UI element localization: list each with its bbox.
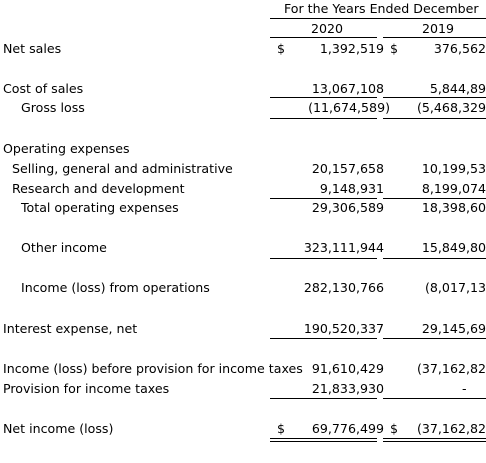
interest-2019: 29,145,69 [421,321,486,336]
header-rule-2020 [270,37,377,38]
cost-of-sales-2020: 13,067,108 [311,81,384,96]
row-label-rnd: Research and development [12,181,185,196]
double-rule-2019 [383,441,486,442]
rnd-2020: 9,148,931 [319,181,384,196]
header-rule-2019 [383,37,486,38]
row-label-gross-loss: Gross loss [21,100,85,115]
currency-symbol-2020: $ [277,421,286,436]
net-sales-2020: 1,392,519 [319,41,384,56]
header-rule [270,18,486,19]
other-income-2020: 323,111,944 [303,240,384,255]
row-label-cost-of-sales: Cost of sales [3,81,84,96]
row-label-interest-expense: Interest expense, net [3,321,138,336]
rnd-2019: 8,199,074 [421,181,486,196]
currency-symbol-2019: $ [390,41,399,56]
period-header: For the Years Ended December [284,1,479,16]
row-label-sga: Selling, general and administrative [12,161,233,176]
column-header-2019: 2019 [422,21,455,36]
rule-2020 [270,118,377,119]
net-income-2020: 69,776,499 [311,421,384,436]
provision-2020: 21,833,930 [311,381,384,396]
row-label-net-sales: Net sales [3,41,62,56]
double-rule-2019 [383,438,486,439]
currency-symbol-2019: $ [390,421,399,436]
net-income-2019: (37,162,82 [416,421,486,436]
pretax-2020: 91,610,429 [311,361,384,376]
rule-2019 [383,338,486,339]
row-label-income-before-tax: Income (loss) before provision for income taxes [3,361,303,376]
rule-2020 [270,258,377,259]
total-opex-2019: 18,398,60 [421,200,486,215]
row-label-provision-taxes: Provision for income taxes [3,381,170,396]
pretax-2019: (37,162,82 [416,361,486,376]
net-sales-2019: 376,562 [433,41,486,56]
gross-loss-2019: (5,468,329 [416,100,486,115]
column-header-2020: 2020 [311,21,344,36]
double-rule-2020 [270,438,377,439]
sga-2020: 20,157,658 [311,161,384,176]
rule-2020 [270,198,377,199]
rule-2020 [270,398,377,399]
double-rule-2020 [270,441,377,442]
rule-2019 [383,258,486,259]
total-opex-2020: 29,306,589 [311,200,384,215]
gross-loss-2020: (11,674,589) [308,100,390,115]
income-ops-2020: 282,130,766 [303,280,384,295]
sga-2019: 10,199,53 [421,161,486,176]
other-income-2019: 15,849,80 [421,240,486,255]
section-label-operating-expenses: Operating expenses [3,141,130,156]
row-label-other-income: Other income [21,240,107,255]
row-label-total-operating-expenses: Total operating expenses [21,200,179,215]
rule-2019 [383,97,486,98]
row-label-net-income: Net income (loss) [3,421,114,436]
currency-symbol-2020: $ [277,41,286,56]
rule-2019 [383,198,486,199]
rule-2019 [383,398,486,399]
provision-2019: - [462,381,467,396]
interest-2020: 190,520,337 [303,321,384,336]
rule-2020 [270,338,377,339]
rule-2019 [383,118,486,119]
income-ops-2019: (8,017,13 [425,280,486,295]
row-label-income-from-operations: Income (loss) from operations [21,280,210,295]
rule-2020 [270,97,377,98]
cost-of-sales-2019: 5,844,89 [429,81,486,96]
